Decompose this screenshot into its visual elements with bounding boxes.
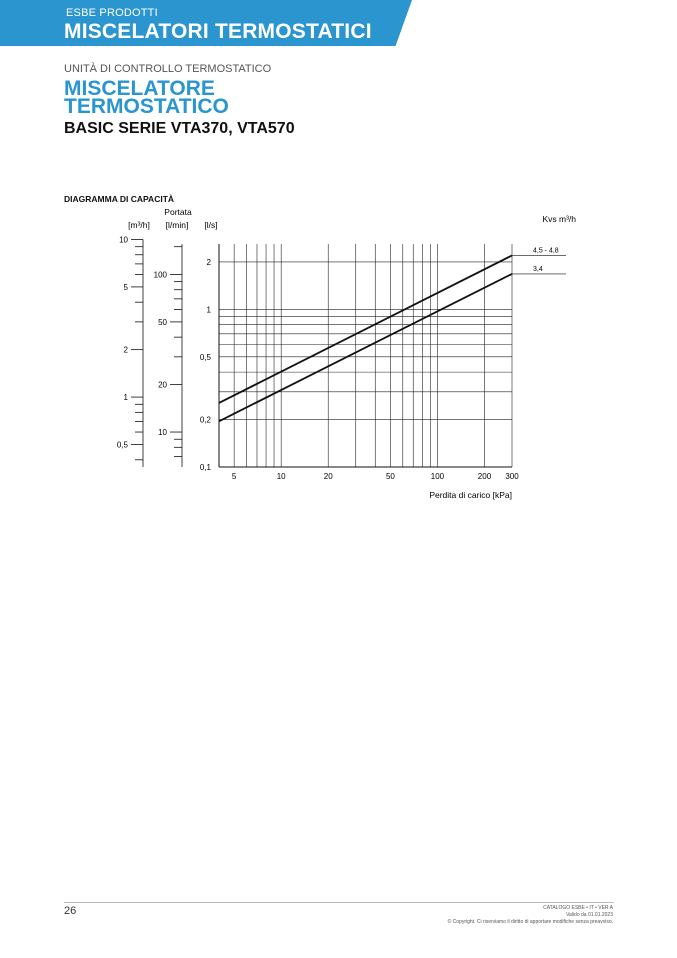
diagram-heading: DIAGRAMMA DI CAPACITÀ [64, 194, 175, 204]
x-tick-label: 50 [385, 472, 395, 481]
page-number: 26 [64, 905, 77, 917]
x-tick-label: 300 [505, 472, 519, 481]
y-tick-label-lmin: 20 [158, 380, 167, 390]
footer-divider [64, 902, 614, 903]
x-axis-label: Perdita di carico [kPa] [429, 490, 512, 500]
y-tick-label-lmin: 10 [158, 428, 167, 438]
header-title: MISCELATORI TERMOSTATICI [64, 20, 372, 43]
x-tick-label: 10 [276, 472, 286, 481]
product-subtitle: BASIC SERIE VTA370, VTA570 [64, 120, 295, 137]
legend-title: Kvs m³/h [542, 214, 576, 224]
y-axis-unit: [l/min] [165, 220, 189, 230]
series-label: 3,4 [533, 265, 543, 273]
y-tick-label-m3h: 10 [119, 235, 128, 245]
y-tick-label-lmin: 100 [153, 270, 167, 280]
footer-valid: Valido da 01.01.2023 [566, 912, 613, 918]
x-tick-label: 5 [231, 472, 237, 481]
series-label: 4,5 - 4,8 [533, 247, 559, 255]
y-axis-unit: [l/s] [204, 220, 218, 230]
footer-catalog: CATALOGO ESBE • IT • VER A [543, 905, 613, 911]
y-tick-label-ls: 1 [206, 305, 211, 315]
y-tick-label-m3h: 1 [123, 393, 128, 403]
series-line [219, 274, 512, 421]
y-axis-label: Portata [164, 207, 192, 217]
y-tick-label-m3h: 2 [123, 345, 128, 355]
y-tick-label-m3h: 0,5 [116, 440, 128, 450]
y-tick-label-m3h: 5 [123, 282, 128, 292]
y-tick-label-lmin: 50 [158, 317, 167, 327]
y-tick-label-ls: 0,1 [199, 463, 211, 472]
x-tick-label: 100 [430, 472, 445, 481]
series-line [219, 255, 512, 402]
y-tick-label-ls: 2 [206, 257, 211, 267]
x-tick-label: 200 [477, 472, 492, 481]
header-category: ESBE PRODOTTI [66, 7, 158, 19]
y-tick-label-ls: 0,2 [199, 415, 211, 425]
section-label: UNITÀ DI CONTROLLO TERMOSTATICO [64, 63, 272, 75]
footer-copyright: © Copyright. Ci riserviamo il diritto di apportare modifiche senza preavviso. [447, 919, 613, 925]
x-tick-label: 20 [323, 472, 333, 481]
y-axis-unit: [m³/h] [128, 220, 150, 230]
product-title: MISCELATORE TERMOSTATICO [64, 77, 229, 118]
y-tick-label-ls: 0,5 [199, 352, 211, 362]
